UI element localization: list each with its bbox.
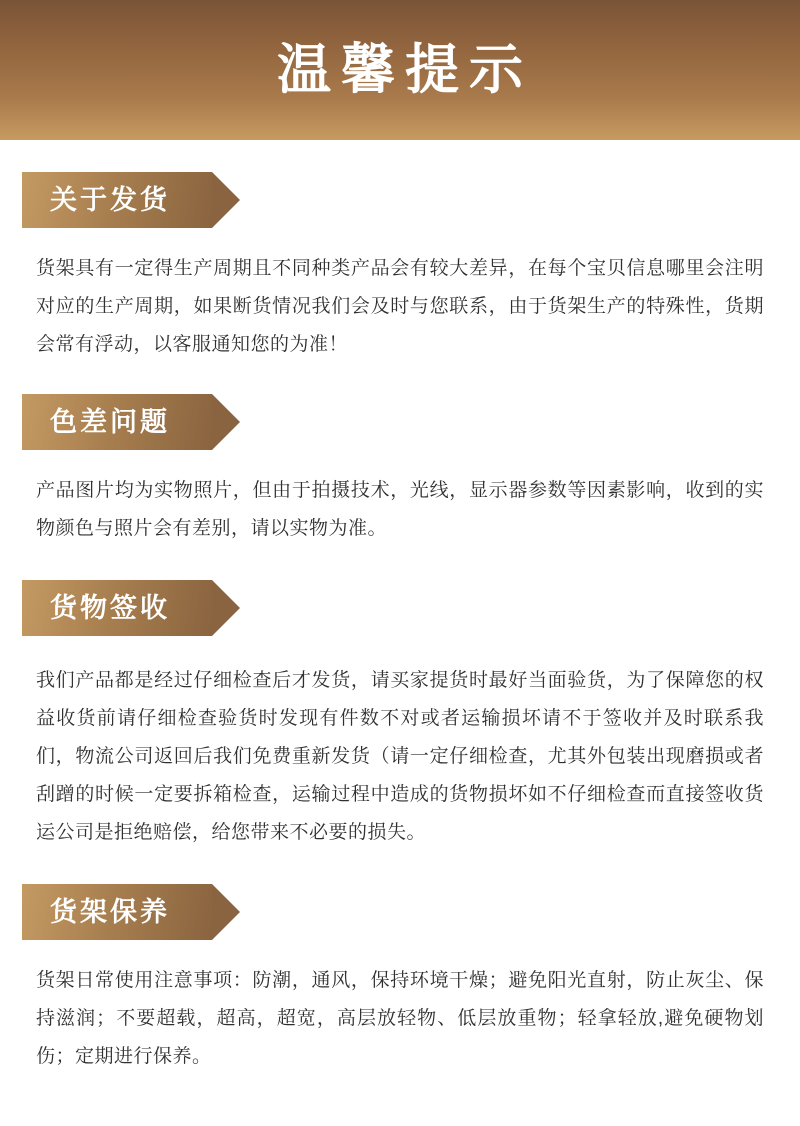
section-goods-receipt-heading-wrap	[0, 580, 800, 636]
section-goods-receipt	[0, 580, 800, 852]
section-shipping	[0, 172, 800, 364]
section-goods-receipt-heading: 货物签收	[22, 580, 212, 636]
section-color-difference-heading-wrap	[0, 394, 800, 450]
page-title: 温馨提示	[277, 40, 533, 100]
section-shelf-maintenance	[0, 884, 800, 1076]
section-color-difference-heading: 色差问题	[22, 394, 212, 450]
section-goods-receipt-body: 我们产品都是经过仔细检查后才发货，请买家提货时最好当面验货，为了保障您的权益收货前请仔细检查验货时发现有件数不对或者运输损坏请不于签收并及时联系我们，物流公司返回后我们免费重新发货（请一定仔细检查，尤其外包装出现磨损或者刮蹭的时候一定要拆箱检查，运输过程中造成的货物损坏如不仔细检查而直接签收货运公司是拒绝赔偿，给您带来不必要的损失。	[36, 670, 764, 843]
section-shipping-heading: 关于发货	[22, 172, 212, 228]
page-banner	[0, 0, 800, 140]
section-shelf-maintenance-body: 货架日常使用注意事项：防潮，通风，保持环境干燥；避免阳光直射，防止灰尘、保持滋润；不要超载，超高，超宽，高层放轻物、低层放重物；轻拿轻放,避免硬物划伤；定期进行保养。	[36, 970, 764, 1067]
section-shipping-body: 货架具有一定得生产周期且不同种类产品会有较大差异，在每个宝贝信息哪里会注明对应的生产周期，如果断货情况我们会及时与您联系，由于货架生产的特殊性，货期会常有浮动，以客服通知您的为准！	[36, 258, 764, 355]
section-shelf-maintenance-heading: 货架保养	[22, 884, 212, 940]
section-color-difference	[0, 394, 800, 548]
section-color-difference-body: 产品图片均为实物照片，但由于拍摄技术，光线，显示器参数等因素影响，收到的实物颜色与照片会有差别，请以实物为准。	[36, 480, 764, 539]
section-shelf-maintenance-heading-wrap	[0, 884, 800, 940]
section-shipping-heading-wrap	[0, 172, 800, 228]
